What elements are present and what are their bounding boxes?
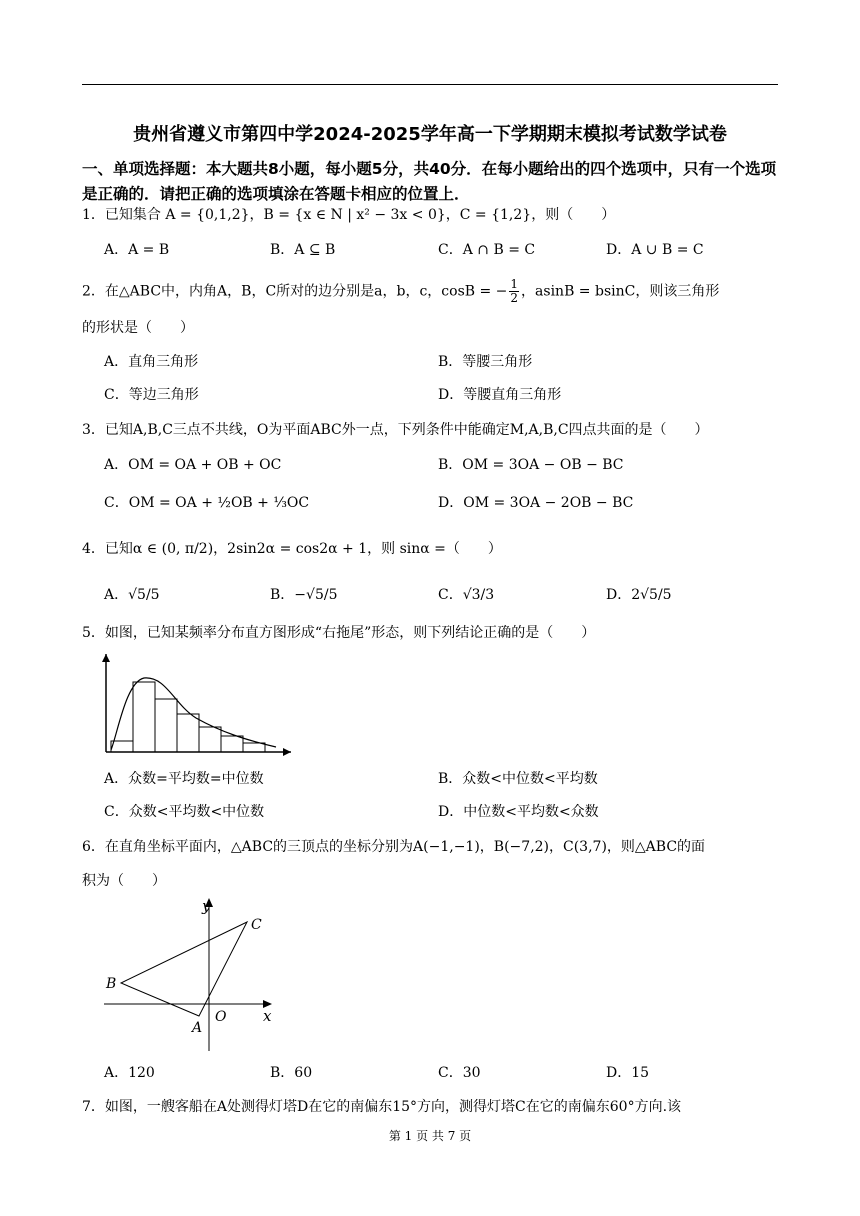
q3-option-d: D．OM = 3OA − 2OB − BC: [438, 495, 634, 511]
q4-option-d: D．2√5/5: [606, 587, 672, 603]
q2-stem-pre: 2．在△ABC中，内角A，B，C所对的边分别是a，b，c，cosB = −: [82, 283, 508, 300]
q1-option-a: A．A = B: [104, 242, 170, 258]
hist-bar-1: [111, 741, 133, 752]
q5-option-c: C．众数<平均数<中位数: [104, 804, 265, 820]
q2-option-c: C．等边三角形: [104, 387, 199, 403]
q6-option-d: D．15: [606, 1065, 650, 1081]
label-b: B: [106, 976, 117, 992]
q3-option-c: C．OM = OA + ½OB + ⅓OC: [104, 495, 310, 511]
question-1-stem: 1．已知集合 A = {0,1,2}，B = {x ∈ N | x² − 3x < 0}，C = {1,2}，则（ ）: [82, 207, 616, 223]
hist-bar-7: [243, 743, 265, 752]
triangle-figure: [96, 893, 281, 1055]
page-footer: 第 1 页 共 7 页: [388, 1129, 472, 1143]
q3-option-b: B．OM = 3OA − OB − BC: [438, 457, 624, 473]
q5-option-d: D．中位数<平均数<众数: [438, 804, 599, 820]
q4-option-c: C．√3/3: [438, 587, 495, 603]
section-heading: 一、单项选择题：本大题共8小题，每小题5分，共40分．在每小题给出的四个选项中，只有一个选项是正确的．请把正确的选项填涂在答题卡相应的位置上．: [82, 160, 777, 203]
label-a: A: [192, 1020, 203, 1036]
triangle-abc: [121, 922, 247, 1016]
question-6-stem-line2: 积为（ ）: [82, 873, 166, 889]
histogram-figure: [96, 652, 296, 757]
hist-bar-6: [221, 736, 243, 752]
label-c: C: [251, 917, 262, 933]
label-x: x: [263, 1007, 272, 1025]
q2-fraction: [509, 278, 519, 305]
q4-option-b: B．−√5/5: [270, 587, 338, 603]
question-6-stem-line1: 6．在直角坐标平面内，△ABC的三顶点的坐标分别为A(−1,−1)，B(−7,2)，C(3,7)，则△ABC的面: [82, 839, 706, 855]
question-5-stem: 5．如图，已知某频率分布直方图形成“右拖尾”形态，则下列结论正确的是（ ）: [82, 625, 596, 641]
q2-option-b: B．等腰三角形: [438, 354, 533, 370]
q2-option-d: D．等腰直角三角形: [438, 387, 562, 403]
y-axis-arrow: [102, 654, 110, 662]
label-y: y: [202, 897, 211, 915]
q6-option-b: B．60: [270, 1065, 313, 1081]
q1-option-c: C．A ∩ B = C: [438, 242, 536, 258]
q2-option-a: A．直角三角形: [104, 354, 199, 370]
header-rule: [82, 84, 778, 85]
question-2-stem-line2: 的形状是（ ）: [82, 320, 194, 336]
q5-option-b: B．众数<中位数<平均数: [438, 771, 598, 787]
hist-bar-4: [177, 714, 199, 752]
q4-option-a: A．√5/5: [104, 587, 160, 603]
q3-option-a: A．OM = OA + OB + OC: [104, 457, 282, 473]
question-7-stem: 7．如图，一艘客船在A处测得灯塔D在它的南偏东15°方向，测得灯塔C在它的南偏东60°方向.该: [82, 1099, 682, 1115]
q1-option-d: D．A ∪ B = C: [606, 242, 704, 258]
page-title: 贵州省遵义市第四中学2024-2025学年高一下学期期末模拟考试数学试卷: [133, 124, 727, 145]
q2-frac-den: 2: [510, 291, 519, 305]
label-o: O: [215, 1009, 227, 1025]
q2-stem-post: ，asinB = bsinC，则该三角形: [521, 283, 720, 300]
question-4-stem: 4．已知α ∈ (0, π/2)，2sin2α = cos2α + 1，则 sinα =（ ）: [82, 541, 502, 557]
hist-bar-3: [155, 699, 177, 752]
q6-option-c: C．30: [438, 1065, 481, 1081]
q5-option-a: A．众数=平均数=中位数: [104, 771, 264, 787]
question-3-stem: 3．已知A,B,C三点不共线，O为平面ABC外一点，下列条件中能确定M,A,B,C四点共面的是（ ）: [82, 422, 709, 438]
q1-option-b: B．A ⊆ B: [270, 242, 336, 258]
q2-frac-num: 1: [510, 277, 519, 291]
x-axis-arrow: [283, 748, 291, 756]
hist-bar-2: [133, 682, 155, 752]
question-2-stem: [82, 278, 782, 305]
q6-option-a: A．120: [104, 1065, 155, 1081]
hist-bar-5: [199, 727, 221, 752]
